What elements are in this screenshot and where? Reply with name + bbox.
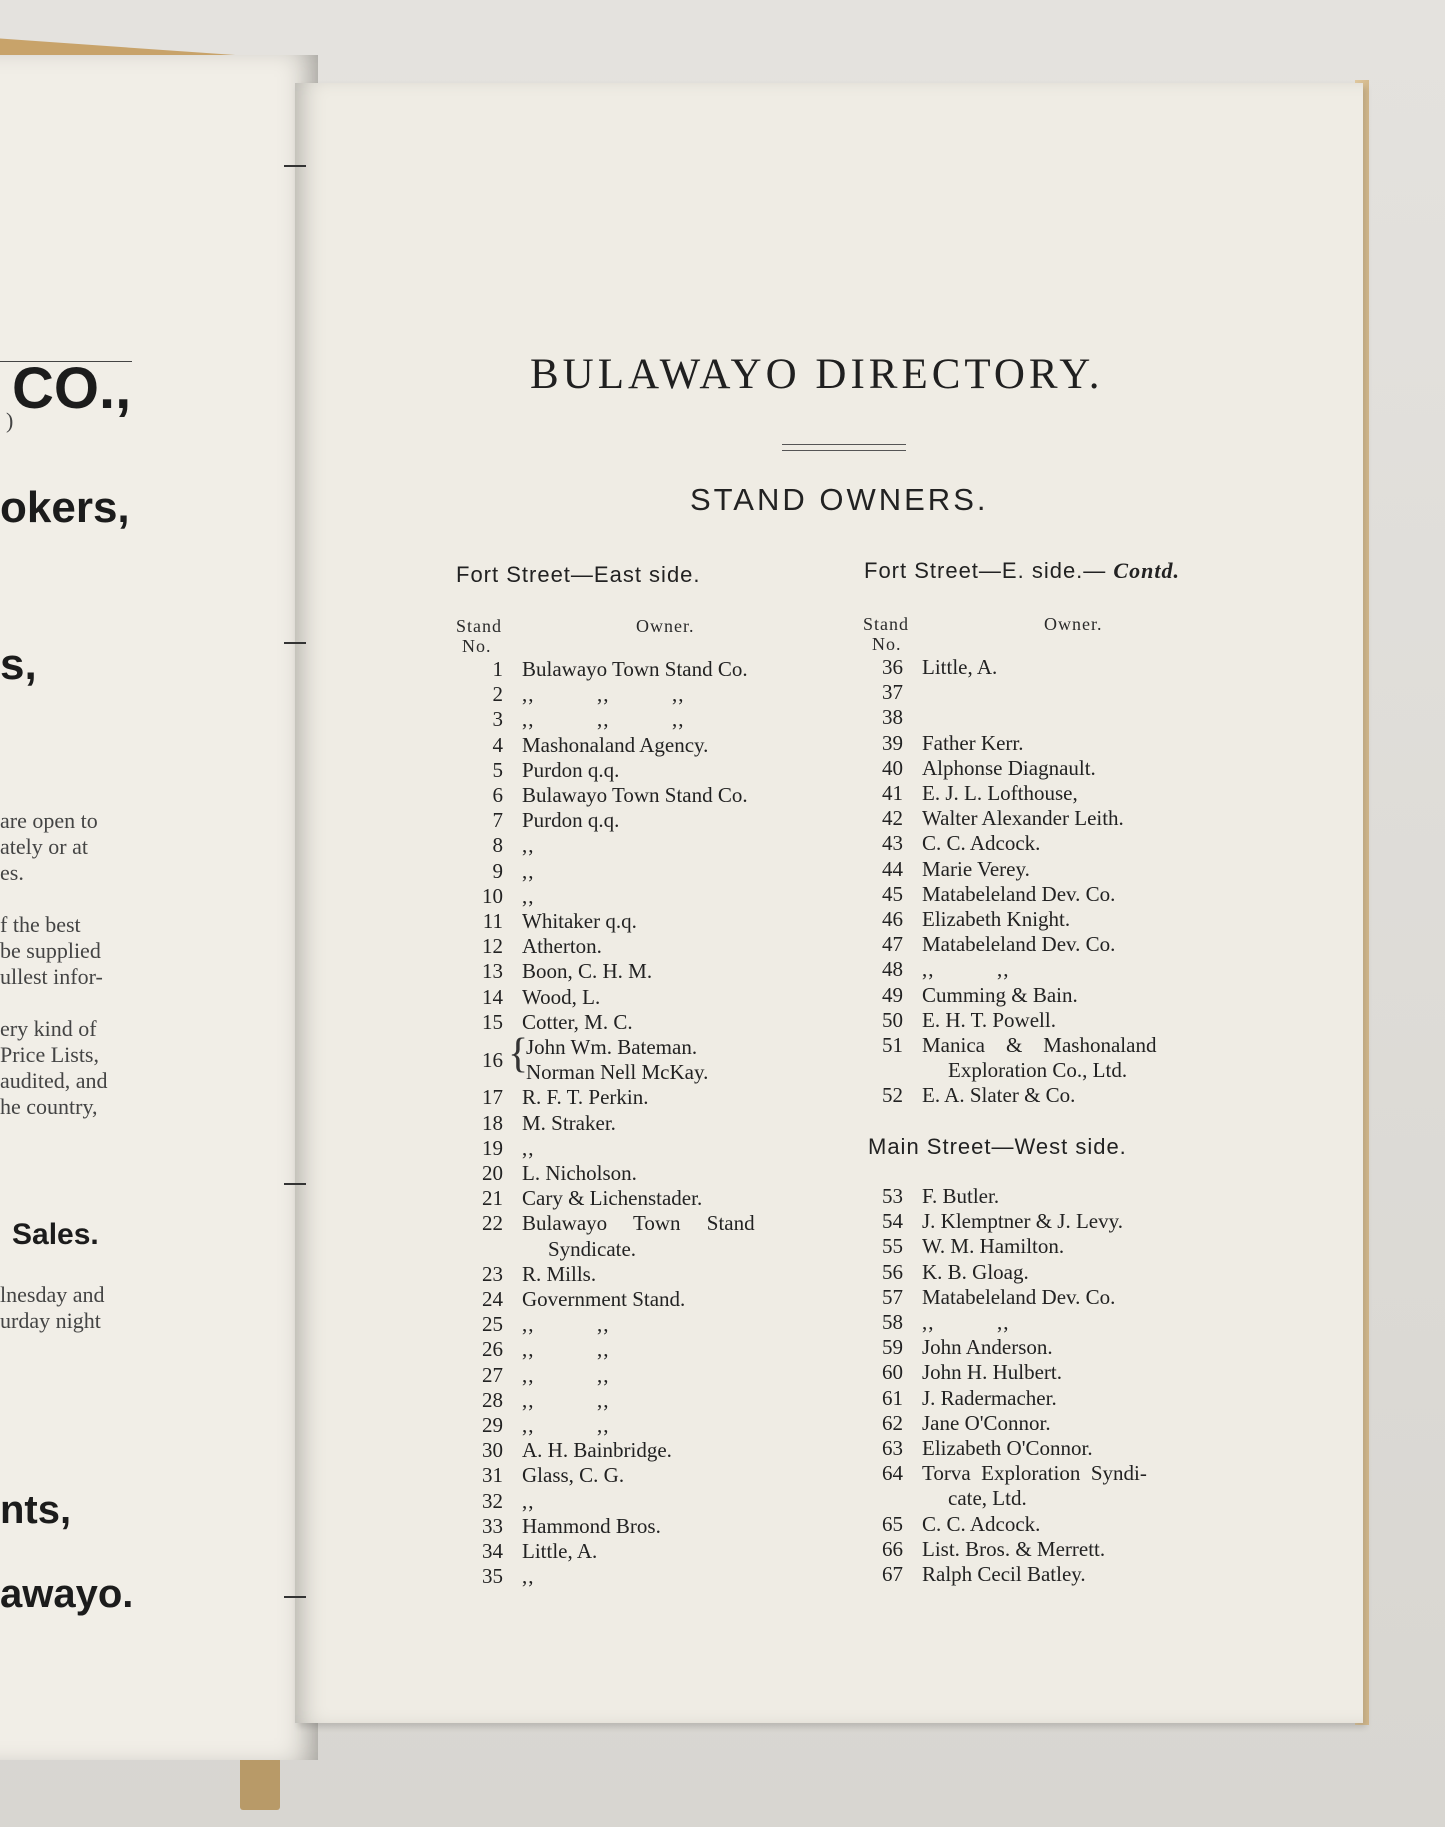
stand-number: 65 [882, 1511, 903, 1536]
stand-owner: ,, [522, 883, 535, 908]
stand-owner: E. A. Slater & Co. [922, 1083, 1076, 1108]
stand-owner: Little, A. [922, 655, 998, 679]
stand-number: 21 [482, 1186, 503, 1211]
stand-owner: ,, [522, 1564, 535, 1589]
stand-number: 8 [492, 833, 503, 858]
stand-number: 54 [882, 1209, 903, 1234]
left-page-line: es. [0, 860, 24, 885]
stand-owner: ,, [522, 1135, 535, 1160]
stand-owner: Torva Exploration Syndi- [922, 1461, 1147, 1486]
stand-owner-continued: Syndicate. [548, 1236, 637, 1261]
binding-stitch [284, 1183, 306, 1185]
stand-number: 43 [882, 831, 903, 856]
stand-owner-continued: Exploration Co., Ltd. [948, 1058, 1128, 1083]
title-rule [782, 444, 906, 445]
left-page-line: urday night [0, 1308, 101, 1333]
stand-number: 27 [482, 1362, 503, 1387]
stand-number: 2 [492, 682, 503, 707]
section-heading-fort-east: Fort Street—East side. [456, 562, 701, 587]
stand-owner: John Wm. Bateman. [526, 1035, 698, 1059]
stand-owner: E. J. L. Lofthouse, [922, 781, 1078, 805]
stand-number: 53 [882, 1184, 903, 1208]
stand-owner: Elizabeth Knight. [922, 907, 1071, 931]
stand-owner: J. Klemptner & J. Levy. [922, 1209, 1124, 1234]
stand-number: 30 [482, 1438, 503, 1463]
stand-owner: ,, ,, [522, 1413, 610, 1437]
left-page-line: nts, [0, 1488, 72, 1532]
stand-number: 14 [482, 984, 503, 1009]
stand-number: 4 [492, 732, 503, 757]
stand-owner: Jane O'Connor. [922, 1410, 1051, 1435]
page-subtitle: STAND OWNERS. [690, 482, 989, 517]
left-page-line: audited, and [0, 1068, 108, 1093]
stand-number: 59 [882, 1335, 903, 1360]
stand-owner: E. H. T. Powell. [922, 1007, 1056, 1032]
stand-owner-continued: cate, Ltd. [948, 1486, 1027, 1511]
stand-owner: Matabeleland Dev. Co. [922, 932, 1116, 957]
stand-number: 7 [492, 808, 503, 833]
binding-stitch [284, 165, 306, 167]
stand-number: 9 [492, 858, 503, 883]
stand-number: 36 [882, 655, 903, 679]
stand-owner: Elizabeth O'Connor. [922, 1436, 1093, 1460]
stand-owner: ,, ,, [922, 1310, 1010, 1334]
stand-number: 26 [482, 1337, 503, 1362]
stand-number: 67 [882, 1562, 903, 1586]
title-rule [782, 450, 906, 451]
stand-number: 34 [482, 1539, 503, 1563]
stand-owner: ,, ,, [522, 1337, 610, 1362]
stand-owner: ,, ,, [922, 957, 1010, 982]
stand-number: 50 [882, 1007, 903, 1032]
binding-stitch [284, 642, 306, 644]
stand-number: 33 [482, 1513, 503, 1538]
contd-label: Contd. [1113, 558, 1180, 583]
stand-owner: F. Butler. [922, 1184, 1000, 1208]
stand-owner: R. F. T. Perkin. [522, 1085, 649, 1110]
stand-owner: C. C. Adcock. [922, 831, 1041, 856]
stand-owner: Boon, C. H. M. [522, 959, 653, 984]
stand-owner: Bulawayo Town Stand Co. [522, 783, 748, 807]
stand-number: 42 [882, 806, 903, 831]
stand-number: 1 [492, 657, 503, 681]
stand-number: 51 [882, 1033, 903, 1057]
stand-owner: ,, [522, 1488, 535, 1513]
stand-owner: Cotter, M. C. [522, 1009, 633, 1034]
stand-number: 10 [482, 883, 503, 908]
stand-number: 28 [482, 1387, 503, 1412]
stand-number: 44 [882, 856, 903, 881]
stand-number: 41 [882, 781, 903, 805]
stand-number: 16 [482, 1047, 503, 1072]
stand-owner: Matabeleland Dev. Co. [922, 1284, 1116, 1309]
stand-owner: Walter Alexander Leith. [922, 806, 1124, 831]
stand-owner: Cumming & Bain. [922, 982, 1078, 1007]
stand-owner: ,, ,, ,, [522, 682, 685, 707]
stand-number: 22 [482, 1211, 503, 1236]
stand-number: 19 [482, 1135, 503, 1160]
stand-number: 3 [492, 707, 503, 732]
left-page-line: are open to [0, 808, 98, 833]
owner-header: Owner. [636, 616, 695, 636]
stand-owner: Purdon q.q. [522, 757, 620, 782]
stand-owner: M. Straker. [522, 1110, 616, 1135]
left-page-line: f the best [0, 912, 81, 937]
page-title: BULAWAYO DIRECTORY. [530, 351, 1104, 398]
stand-owner: Wood, L. [522, 984, 601, 1009]
brace-icon: { [508, 1031, 529, 1077]
stand-number: 39 [882, 730, 903, 755]
stand-number: 48 [882, 957, 903, 982]
left-page-line: CO., [12, 356, 132, 421]
stand-number: 11 [482, 909, 503, 933]
stand-number: 24 [482, 1287, 503, 1311]
stand-owner: ,, ,, [522, 1312, 610, 1337]
stand-owner: Mashonaland Agency. [522, 732, 709, 757]
stand-number: 6 [492, 783, 503, 807]
left-page-line: he country, [0, 1094, 98, 1119]
owner-header: Owner. [1044, 614, 1103, 634]
stand-owner: ,, ,, ,, [522, 707, 685, 732]
stand-owner: ,, [522, 858, 535, 883]
stand-number: 56 [882, 1259, 903, 1284]
stand-owner: R. Mills. [522, 1261, 597, 1286]
stand-number: 32 [482, 1488, 503, 1513]
stand-number: 45 [882, 881, 903, 906]
stand-number: 29 [482, 1413, 503, 1437]
stand-owner-continued: Norman Nell McKay. [526, 1060, 709, 1085]
stand-number: 17 [482, 1085, 503, 1110]
left-page-line: ullest infor- [0, 964, 103, 989]
stand-owner: Purdon q.q. [522, 808, 620, 833]
stand-owner: Manica & Mashonaland [922, 1033, 1157, 1057]
left-page-line: lnesday and [0, 1282, 105, 1307]
stand-number: 25 [482, 1312, 503, 1337]
stand-owner: Bulawayo Town Stand Co. [522, 657, 748, 681]
stand-owner: Alphonse Diagnault. [922, 755, 1096, 780]
left-page-line: ery kind of [0, 1016, 97, 1041]
stand-number: 64 [882, 1461, 903, 1486]
stand-number: 40 [882, 755, 903, 780]
no-header: No. [872, 634, 902, 654]
stand-owner: Whitaker q.q. [522, 909, 637, 933]
left-page-line: ) [6, 408, 14, 433]
stand-number: 13 [482, 959, 503, 984]
stand-owner: John H. Hulbert. [922, 1360, 1062, 1385]
stand-number: 66 [882, 1536, 903, 1561]
stand-number: 35 [482, 1564, 503, 1589]
stand-number: 23 [482, 1261, 503, 1286]
stand-owner: K. B. Gloag. [922, 1259, 1029, 1284]
stand-owner: Marie Verey. [922, 856, 1030, 881]
stand-number: 37 [882, 680, 903, 705]
stand-header: Stand [863, 614, 910, 634]
no-header: No. [462, 636, 492, 656]
stand-number: 12 [482, 934, 503, 959]
left-page-line: Sales. [12, 1218, 99, 1251]
stand-number: 61 [882, 1385, 903, 1410]
left-page-line: ately or at [0, 834, 88, 859]
stand-number: 55 [882, 1234, 903, 1259]
binding-stitch [284, 1596, 306, 1598]
stand-number: 57 [882, 1284, 903, 1309]
heading-text: Fort Street—E. side.— [864, 558, 1107, 583]
left-page-line: s, [0, 640, 37, 689]
stand-owner: Father Kerr. [922, 730, 1024, 755]
stand-number: 18 [482, 1110, 503, 1135]
stand-owner: C. C. Adcock. [922, 1511, 1041, 1536]
stand-number: 31 [482, 1463, 503, 1488]
stand-number: 5 [492, 757, 503, 782]
stand-owner: Bulawayo Town Stand [522, 1211, 755, 1236]
stand-number: 38 [882, 705, 903, 730]
stand-number: 15 [482, 1009, 503, 1034]
stand-number: 63 [882, 1436, 903, 1460]
stand-header: Stand [456, 616, 503, 636]
stand-owner: Hammond Bros. [522, 1513, 661, 1538]
stand-owner: A. H. Bainbridge. [522, 1438, 672, 1463]
left-page-line: Price Lists, [0, 1042, 99, 1067]
stand-owner: Atherton. [522, 934, 602, 959]
stand-owner: ,, [522, 833, 535, 858]
stand-number: 46 [882, 907, 903, 931]
stand-number: 60 [882, 1360, 903, 1385]
section-heading-fort-east-contd [864, 558, 1180, 584]
stand-owner: Ralph Cecil Batley. [922, 1562, 1086, 1586]
left-page-line: be supplied [0, 938, 101, 963]
stand-owner: Cary & Lichenstader. [522, 1186, 703, 1211]
stand-owner: List. Bros. & Merrett. [922, 1536, 1106, 1561]
stand-number: 47 [882, 932, 903, 957]
stand-owner: W. M. Hamilton. [922, 1234, 1065, 1259]
stand-owner: L. Nicholson. [522, 1161, 637, 1185]
stand-number: 62 [882, 1410, 903, 1435]
left-page-line: okers, [0, 483, 130, 532]
stand-owner: Government Stand. [522, 1287, 686, 1311]
stand-owner: ,, ,, [522, 1387, 610, 1412]
stand-number: 52 [882, 1083, 903, 1108]
stand-owner: ,, ,, [522, 1362, 610, 1387]
stand-number: 20 [482, 1161, 503, 1185]
stand-owner: Matabeleland Dev. Co. [922, 881, 1116, 906]
stand-number: 49 [882, 982, 903, 1007]
stand-owner: John Anderson. [922, 1335, 1053, 1360]
left-page-line: awayo. [0, 1572, 134, 1616]
stand-owner: Glass, C. G. [522, 1463, 625, 1488]
stand-number: 58 [882, 1310, 903, 1334]
section-heading-main-west: Main Street—West side. [868, 1134, 1127, 1159]
stand-owner: J. Radermacher. [922, 1385, 1057, 1410]
stand-owner: Little, A. [522, 1539, 598, 1563]
left-page [0, 55, 318, 1760]
